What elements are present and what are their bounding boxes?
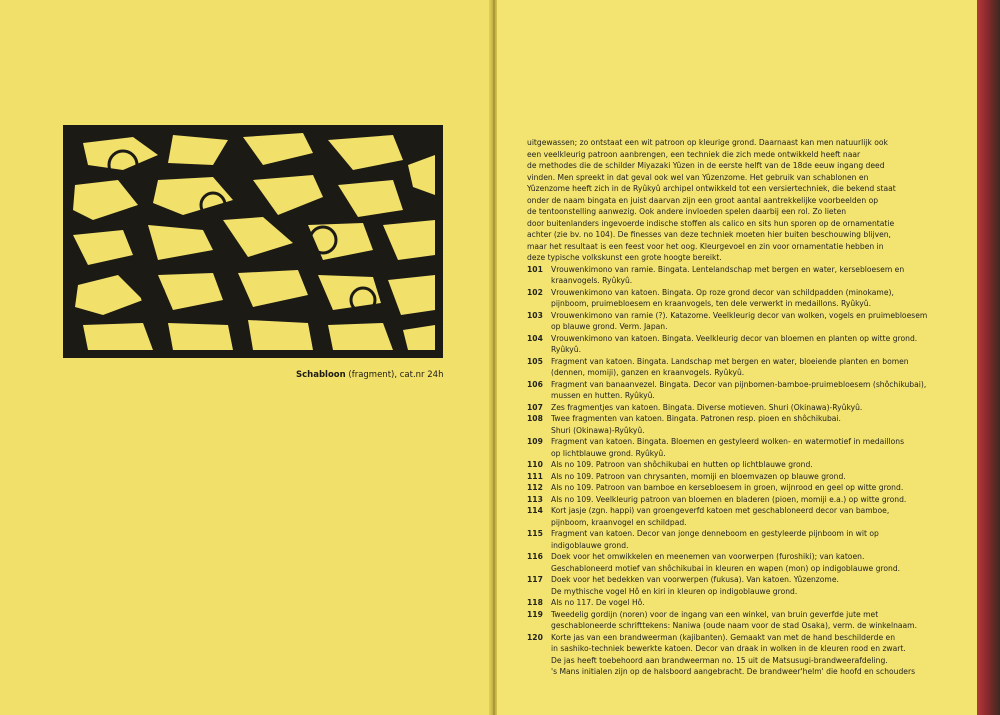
entry-description [551,609,967,632]
entry-number: 104 [527,333,543,343]
catalogue-text [527,137,967,678]
entry-number: 114 [527,506,543,515]
entry-line: geschabloneerde schrifttekens: Naniwa (oude naam voor de stad Osaka), verm. de winkelnaam. [551,621,917,630]
book-edge [977,0,1000,715]
entry-number: 119 [527,609,543,619]
entry-number: 118 [527,598,543,607]
entry-line: Doek voor het bedekken van voorwerpen (fukusa). Van katoen. Yûzenzome. [551,575,839,584]
entry-number: 113 [527,494,543,504]
entry-line: Als no 109. Patroon van bamboe en kersebloesem in groen, wijnrood en geel op witte grond. [551,483,904,492]
entry-number: 101 [527,264,543,274]
catalogue-entry [527,551,967,574]
entry-number: 111 [527,471,543,481]
entry-description [551,333,967,356]
entry-line: Geschabloneerd motief van shôchikubai in kleuren en wapen (mon) op indigoblauwe grond. [551,563,901,573]
entry-line: Twee fragmenten van katoen. Bingata. Patronen resp. pioen en shôchikubai. [551,414,841,423]
entry-line: pijnboom, pruimebloesem en kraanvogels, ten dele verwerkt in medaillons. Ryûkyû. [551,299,871,308]
entry-line: Als no 109. Patroon van shôchikubai en hutten op lichtblauwe grond. [551,460,813,469]
entry-description [551,551,967,574]
intro-line: de methodes die de schilder Miyazaki Yûzen in de eerste helft van de 18de eeuw ingang deed [527,161,885,170]
entry-description [551,482,967,494]
catalogue-entry [527,494,967,506]
catalogue-entry [527,310,967,333]
entry-number: 120 [527,632,543,642]
intro-line: vinden. Men spreekt in dat geval ook wel van Yûzenzome. Het gebruik van schablonen en [527,172,869,182]
entry-description [551,436,967,459]
entry-number: 109 [527,437,543,446]
entry-number: 106 [527,379,543,389]
entry-line: pijnboom, kraanvogel en schildpad. [551,517,687,527]
entry-description [551,459,967,471]
catalogue-entry [527,333,967,356]
entry-number: 105 [527,356,543,366]
right-page [497,0,977,715]
caption-rest: (fragment), cat.nr 24h [345,370,444,380]
intro-line: maar het resultaat is een feest voor het oog. Kleurgevoel en zin voor ornamentatie hebben in [527,241,884,251]
entry-line: op blauwe grond. Verm. Japan. [551,322,668,331]
entry-description [551,505,967,528]
entry-line: Shuri (Okinawa)-Ryûkyû. [551,425,645,435]
catalogue-entry [527,471,967,483]
entry-line: Fragment van katoen. Decor van jonge denneboom en gestyleerde pijnboom in wit op [551,529,879,538]
entry-description [551,494,967,506]
intro-line: deze typische volkskunst een grote hoogte bereikt. [527,253,722,262]
stencil-cutout-pattern [63,125,443,358]
entry-description [551,379,967,402]
catalogue-entry [527,528,967,551]
catalogue-entry [527,482,967,494]
catalogue-entry [527,402,967,414]
entry-line: Doek voor het omwikkelen en meenemen van voorwerpen (furoshiki); van katoen. [551,552,865,561]
entry-line: De mythische vogel Hô en kiri in kleuren op indigoblauwe grond. [551,586,798,596]
entry-line: Als no 109. Veelkleurig patroon van bloemen en bladeren (pioen, momiji e.a.) op witte grond. [551,494,907,504]
entry-line: kraanvogels. Ryûkyû. [551,276,633,285]
entry-line: Fragment van katoen. Bingata. Landschap met bergen en water, bloeiende planten en bomen [551,356,909,366]
entry-line: Zes fragmentjes van katoen. Bingata. Diverse motieven. Shuri (Okinawa)-Ryûkyû. [551,402,863,412]
intro-line: achter (zie bv. no 104). De finesses van deze techniek moeten hier buiten beschouwing blijven, [527,230,891,239]
entry-number: 110 [527,460,543,469]
entry-number: 108 [527,414,543,423]
entry-line: 's Mans initialen zijn op de halsboord aangebracht. De brandweer'helm' die hoofd en schouders [551,667,916,676]
entry-description [551,287,967,310]
caption-title: Schabloon [296,370,346,380]
entry-line: Fragment van katoen. Bingata. Bloemen en gestyleerd wolken- en watermotief in medaillons [551,437,905,446]
entry-line: (dennen, momiji), ganzen en kraanvogels. Ryûkyû. [551,368,745,377]
catalogue-entry [527,379,967,402]
entry-number: 102 [527,287,543,297]
intro-line: uitgewassen; zo ontstaat een wit patroon op kleurige grond. Daarnaast kan men natuurlijk ook [527,138,888,147]
catalogue-entry [527,436,967,459]
intro-line: Yûzenzome heeft zich in de Ryûkyû archipel ontwikkeld tot een versiertechniek, die bekend staat [527,184,896,193]
stencil-image [63,125,443,358]
entry-line: Ryûkyû. [551,345,582,354]
entry-number: 117 [527,575,543,584]
left-page [0,0,493,715]
catalogue-entry [527,413,967,436]
intro-line: onder de naam bingata en juist daarvan zijn een groot aantal aantrekkelijke voorbeelden op [527,195,879,205]
entry-number: 112 [527,483,543,492]
entry-line: indigoblauwe grond. [551,540,629,550]
intro-paragraph [527,137,967,264]
entry-description [551,574,967,597]
entry-description [551,264,967,287]
catalogue-entry [527,574,967,597]
entry-line: in sashiko-techniek bewerkte katoen. Decor van draak in wolken in de kleuren rood en zwart. [551,644,906,653]
catalogue-entry [527,609,967,632]
entry-number: 116 [527,552,543,561]
entry-description [551,413,967,436]
entry-description [551,597,967,609]
entry-description [551,310,967,333]
intro-line: de tentoonstelling aanwezig. Ook andere invloeden spelen daarbij een rol. Zo lieten [527,207,847,216]
entry-number: 115 [527,529,543,538]
entry-description [551,632,967,678]
catalogue-entries [527,264,967,678]
entry-line: Fragment van banaanvezel. Bingata. Decor van pijnbomen-bamboe-pruimebloesem (shôchikubai), [551,379,927,389]
entry-line: Vrouwenkimono van katoen. Bingata. Veelkleurig decor van bloemen en planten op witte grond. [551,333,918,343]
entry-description [551,356,967,379]
catalogue-entry [527,505,967,528]
entry-line: Als no 109. Patroon van chrysanten, momiji en bloemvazen op blauwe grond. [551,471,846,481]
entry-line: Korte jas van een brandweerman (kajibanten). Gemaakt van met de hand beschilderde en [551,632,896,642]
entry-description [551,402,967,414]
entry-line: Vrouwenkimono van ramie (?). Katazome. Veelkleurig decor van wolken, vogels en pruimebloesem [551,310,928,320]
entry-line: Vrouwenkimono van katoen. Bingata. Op roze grond decor van schildpadden (minokame), [551,287,894,297]
entry-description [551,471,967,483]
catalogue-entry [527,632,967,678]
entry-number: 103 [527,310,543,320]
catalogue-entry [527,264,967,287]
entry-line: mussen en hutten. Ryûkyû. [551,391,655,400]
catalogue-entry [527,459,967,471]
catalogue-entry [527,287,967,310]
entry-line: Als no 117. De vogel Hô. [551,598,645,607]
entry-line: Vrouwenkimono van ramie. Bingata. Lentelandschap met bergen en water, kersebloesem en [551,264,905,274]
entry-line: Tweedelig gordijn (noren) voor de ingang van een winkel, van bruin geverfde jute met [551,609,879,619]
intro-line: door buitenlanders ingevoerde indische stoffen als calico en sits hun sporen op de ornamentatie [527,218,895,228]
entry-number: 107 [527,402,543,412]
catalogue-entry [527,597,967,609]
catalogue-entry [527,356,967,379]
intro-line: een veelkleurig patroon aanbrengen, een techniek die zich mede ontwikkeld heeft naar [527,149,861,159]
image-caption [296,370,443,380]
entry-line: op lichtblauwe grond. Ryûkyû. [551,448,666,458]
entry-line: Kort jasje (zgn. happi) van groengeverfd katoen met geschabloneerd decor van bamboe, [551,506,890,515]
entry-line: De jas heeft toebehoord aan brandweerman no. 15 uit de Matsusugi-brandweerafdeling. [551,655,888,665]
entry-description [551,528,967,551]
